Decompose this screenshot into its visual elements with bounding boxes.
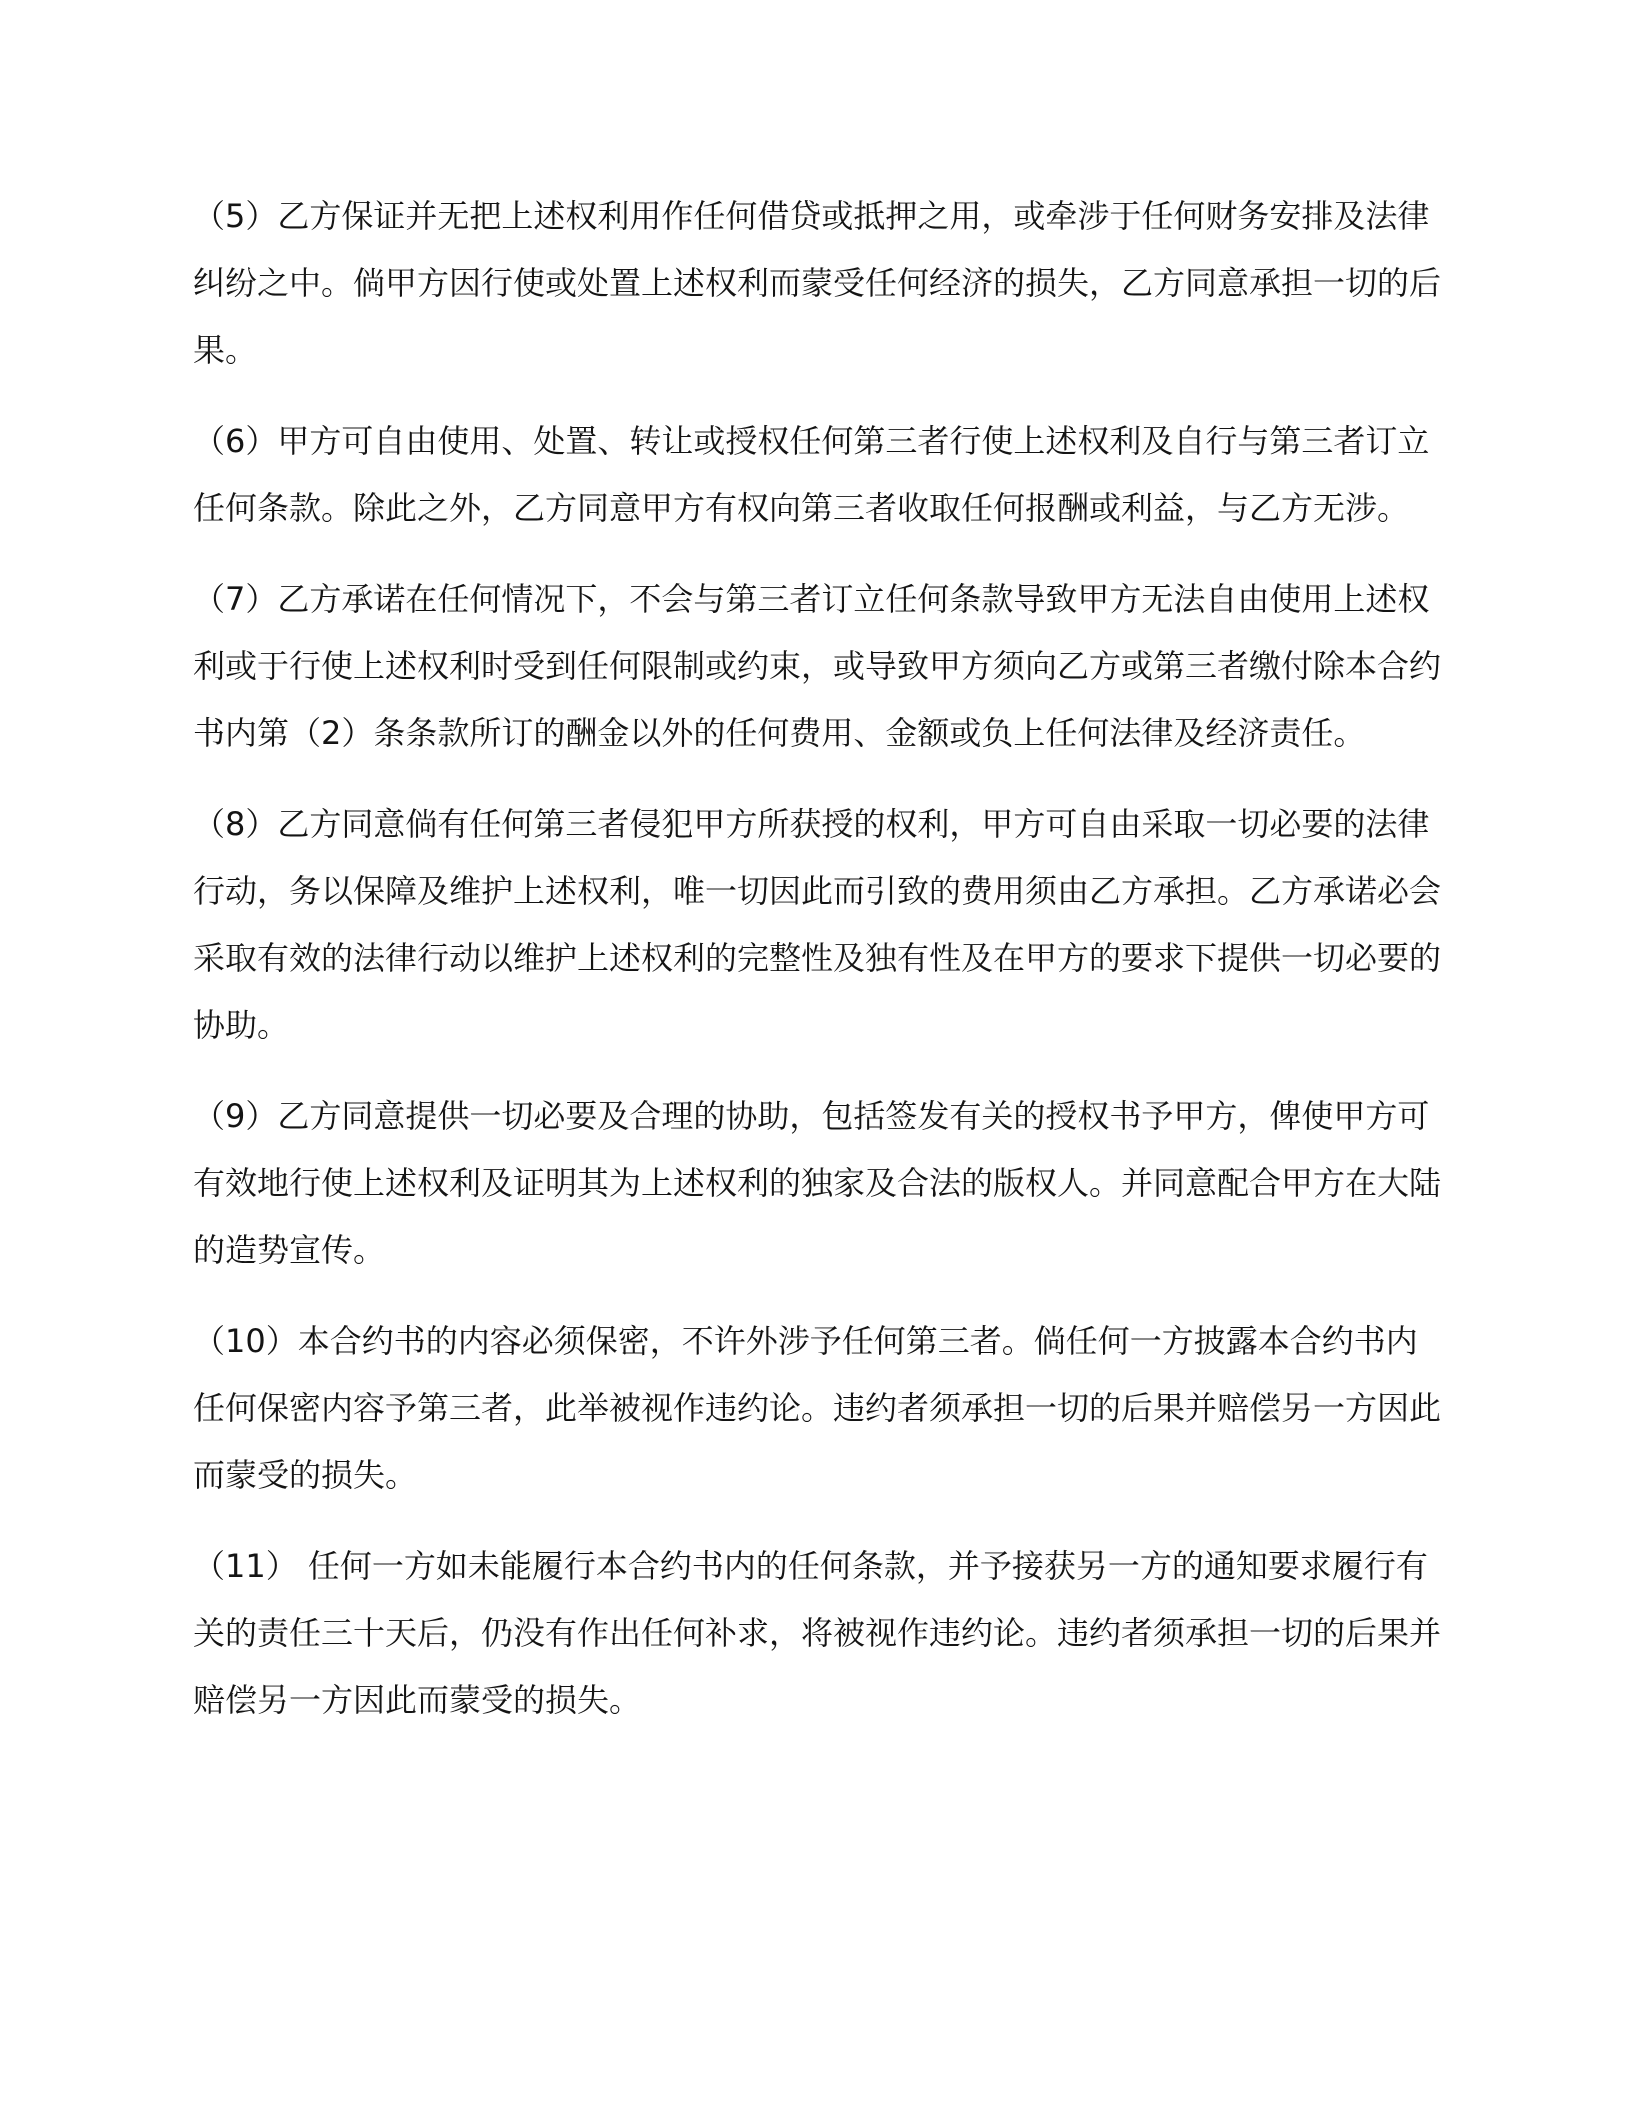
document-body [193, 183, 1443, 1758]
clause-11: （11） 任何一方如未能履行本合约书内的任何条款，并予接获另一方的通知要求履行有关的责任三十天后，仍没有作出任何补求，将被视作违约论。违约者须承担一切的后果并赔偿另一方因此而蒙受的损失。 [193, 1547, 1442, 1719]
clause-7: （7）乙方承诺在任何情况下，不会与第三者订立任何条款导致甲方无法自由使用上述权利或于行使上述权利时受到任何限制或约束，或导致甲方须向乙方或第三者缴付除本合约书内第（2）条条款所订的酬金以外的任何费用、金额或负上任何法律及经济责任。 [193, 580, 1442, 752]
clause-8: （8）乙方同意倘有任何第三者侵犯甲方所获授的权利，甲方可自由采取一切必要的法律行动，务以保障及维护上述权利，唯一切因此而引致的费用须由乙方承担。乙方承诺必会采取有效的法律行动以维护上述权利的完整性及独有性及在甲方的要求下提供一切必要的协助。 [193, 805, 1442, 1044]
clause-10: （10）本合约书的内容必须保密，不许外涉予任何第三者。倘任何一方披露本合约书内任何保密内容予第三者，此举被视作违约论。违约者须承担一切的后果并赔偿另一方因此而蒙受的损失。 [193, 1322, 1442, 1494]
clause-5: （5）乙方保证并无把上述权利用作任何借贷或抵押之用，或牵涉于任何财务安排及法律纠纷之中。倘甲方因行使或处置上述权利而蒙受任何经济的损失，乙方同意承担一切的后果。 [193, 197, 1442, 369]
clause-9: （9）乙方同意提供一切必要及合理的协助，包括签发有关的授权书予甲方，俾使甲方可有效地行使上述权利及证明其为上述权利的独家及合法的版权人。并同意配合甲方在大陆的造势宣传。 [193, 1097, 1442, 1269]
clause-6: （6）甲方可自由使用、处置、转让或授权任何第三者行使上述权利及自行与第三者订立任何条款。除此之外，乙方同意甲方有权向第三者收取任何报酬或利益，与乙方无涉。 [193, 422, 1430, 527]
